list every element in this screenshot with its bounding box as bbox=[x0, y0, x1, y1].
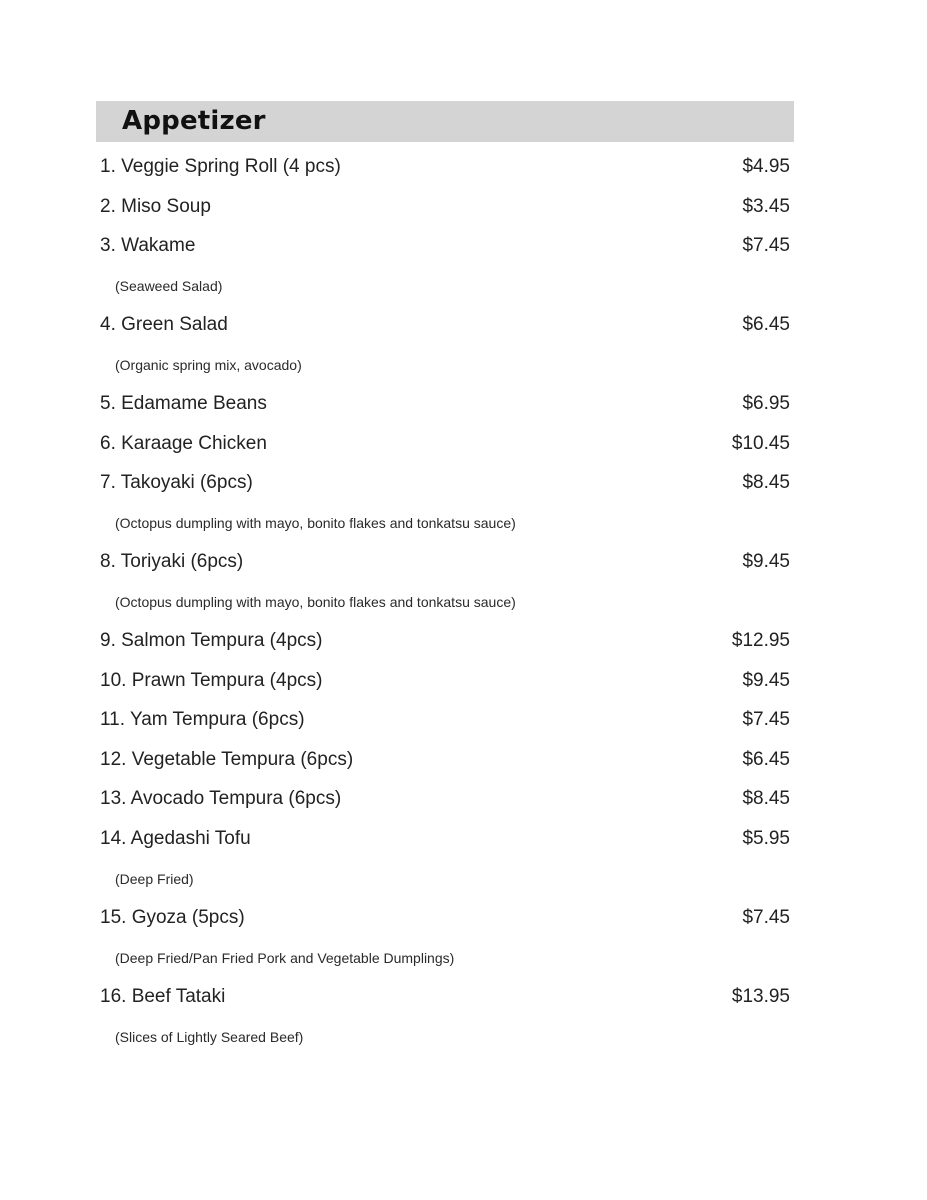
menu-item bbox=[96, 630, 794, 656]
menu-item-description: (Octopus dumpling with mayo, bonito flakes and tonkatsu sauce) bbox=[115, 594, 516, 610]
menu-item-line bbox=[96, 433, 794, 459]
menu-item bbox=[96, 788, 794, 814]
menu-item-price: $8.45 bbox=[742, 788, 790, 809]
menu-item-line bbox=[96, 828, 794, 854]
menu-item bbox=[96, 314, 794, 373]
menu-item-price: $12.95 bbox=[731, 630, 790, 651]
menu-item-line bbox=[96, 907, 794, 933]
menu-item-price: $7.45 bbox=[742, 235, 790, 256]
menu-item-price: $8.45 bbox=[742, 472, 790, 493]
menu-item-name: 10. Prawn Tempura (4pcs) bbox=[100, 669, 323, 691]
menu-item-name: 5. Edamame Beans bbox=[100, 393, 267, 414]
menu-item-line bbox=[96, 156, 794, 182]
menu-item-price: $7.45 bbox=[742, 906, 790, 928]
menu-item-name: 3. Wakame bbox=[100, 235, 196, 256]
menu-item-name: 12. Vegetable Tempura (6pcs) bbox=[100, 748, 354, 770]
menu-item bbox=[96, 749, 794, 775]
menu-item-line bbox=[96, 709, 794, 735]
menu-item bbox=[96, 196, 794, 222]
menu-item-price: $10.45 bbox=[731, 432, 790, 454]
menu-item bbox=[96, 670, 794, 696]
menu-item-price: $9.45 bbox=[742, 551, 790, 572]
menu-item-price: $3.45 bbox=[742, 195, 790, 217]
menu-item bbox=[96, 472, 794, 531]
menu-item-name: 7. Takoyaki (6pcs) bbox=[100, 472, 253, 493]
menu-item-name: 8. Toriyaki (6pcs) bbox=[100, 551, 244, 572]
menu-item-line bbox=[96, 788, 794, 814]
menu-item-line bbox=[96, 472, 794, 498]
menu-item-name: 16. Beef Tataki bbox=[100, 985, 226, 1007]
menu-item-name: 15. Gyoza (5pcs) bbox=[100, 906, 245, 928]
menu-item bbox=[96, 433, 794, 459]
menu-item-line bbox=[96, 986, 794, 1012]
menu-item-line bbox=[96, 196, 794, 222]
menu-item-name: 4. Green Salad bbox=[100, 314, 228, 335]
menu-item-price: $9.45 bbox=[742, 669, 790, 691]
menu-item-line bbox=[96, 630, 794, 656]
menu-item-line bbox=[96, 235, 794, 261]
menu-item-line bbox=[96, 393, 794, 419]
menu-item bbox=[96, 827, 794, 887]
menu-item-name: 2. Miso Soup bbox=[100, 195, 211, 217]
menu-item-price: $7.45 bbox=[742, 709, 790, 730]
menu-item-description: (Deep Fried) bbox=[115, 870, 194, 887]
menu-item-line bbox=[96, 670, 794, 696]
menu-item-price: $13.95 bbox=[731, 985, 790, 1007]
menu-item-name: 6. Karaage Chicken bbox=[100, 432, 267, 454]
menu-item-description: (Octopus dumpling with mayo, bonito flakes and tonkatsu sauce) bbox=[115, 515, 516, 531]
menu-item-description: (Organic spring mix, avocado) bbox=[115, 357, 302, 373]
menu-item-description: (Deep Fried/Pan Fried Pork and Vegetable Dumplings) bbox=[115, 949, 455, 966]
menu-item bbox=[96, 709, 794, 735]
menu-item-name: 14. Agedashi Tofu bbox=[100, 827, 251, 849]
menu-item-line bbox=[96, 749, 794, 775]
menu-page bbox=[96, 101, 794, 1045]
menu-item-name: 1. Veggie Spring Roll (4 pcs) bbox=[100, 156, 341, 177]
menu-item bbox=[96, 551, 794, 610]
menu-item-name: 11. Yam Tempura (6pcs) bbox=[100, 709, 305, 730]
menu-item-price: $4.95 bbox=[742, 156, 790, 177]
menu-item bbox=[96, 156, 794, 182]
menu-item-price: $5.95 bbox=[742, 827, 790, 849]
menu-item-price: $6.45 bbox=[742, 748, 790, 770]
menu-item-line bbox=[96, 314, 794, 340]
menu-item-description: (Slices of Lightly Seared Beef) bbox=[115, 1028, 304, 1045]
menu-item-price: $6.95 bbox=[742, 393, 790, 414]
menu-item-name: 13. Avocado Tempura (6pcs) bbox=[100, 788, 342, 809]
section-title: Appetizer bbox=[122, 106, 266, 136]
menu-item bbox=[96, 235, 794, 294]
section-header bbox=[96, 101, 794, 142]
menu-item-description: (Seaweed Salad) bbox=[115, 278, 223, 294]
menu-item bbox=[96, 985, 794, 1045]
menu-item bbox=[96, 906, 794, 966]
menu-item-price: $6.45 bbox=[742, 314, 790, 335]
menu-item-line bbox=[96, 551, 794, 577]
menu-item bbox=[96, 393, 794, 419]
menu-item-name: 9. Salmon Tempura (4pcs) bbox=[100, 630, 323, 651]
